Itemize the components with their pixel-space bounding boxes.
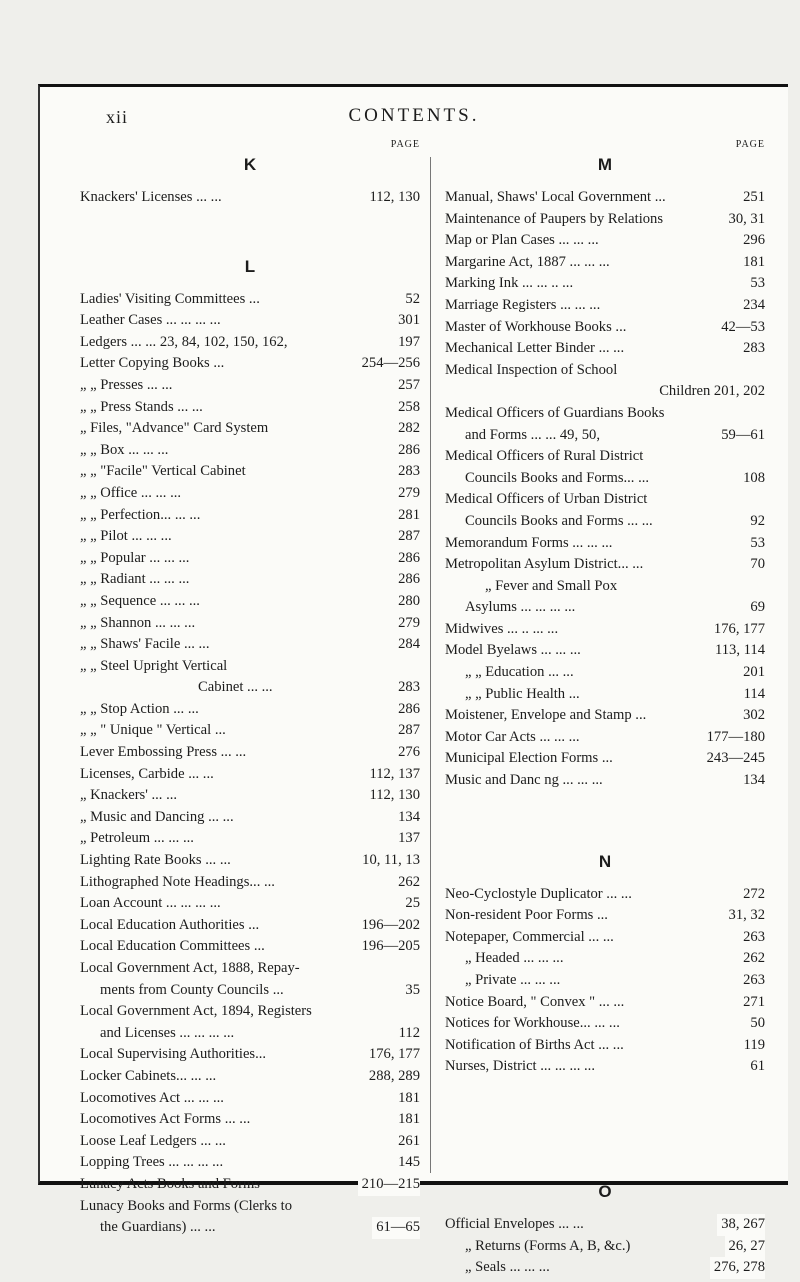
column-divider bbox=[430, 157, 431, 1173]
index-entry bbox=[445, 684, 765, 706]
entry-text: „ Returns (Forms A, B, &c.) bbox=[465, 1237, 631, 1254]
entry-page-ref: 61—65 bbox=[372, 1217, 420, 1239]
entry-text: Local Education Committees ... bbox=[80, 938, 265, 955]
index-entry bbox=[445, 884, 765, 906]
entry-text: Marriage Registers ... ... ... bbox=[445, 296, 601, 313]
entry-text: Motor Car Acts ... ... ... bbox=[445, 728, 580, 745]
entry-page-ref: 38, 267 bbox=[717, 1214, 765, 1236]
entry-text: Notification of Births Act ... ... bbox=[445, 1036, 624, 1053]
entry-text: Lithographed Note Headings... ... bbox=[80, 873, 275, 890]
entry-text: „ Petroleum ... ... ... bbox=[80, 830, 194, 847]
entry-page-ref: 119 bbox=[740, 1035, 765, 1057]
entry-text: Knackers' Licenses ... ... bbox=[80, 189, 222, 205]
entry-text: Nurses, District ... ... ... ... bbox=[445, 1058, 595, 1075]
entry-text: „ Files, "Advance" Card System bbox=[80, 420, 269, 437]
entry-page-ref: 301 bbox=[394, 310, 420, 332]
entry-text: „ „ Perfection... ... ... bbox=[80, 506, 201, 523]
entry-text: Local Education Authorities ... bbox=[80, 916, 260, 933]
entry-page-ref: 288, 289 bbox=[365, 1066, 420, 1088]
index-entry bbox=[80, 569, 420, 591]
entry-text: Memorandum Forms ... ... ... bbox=[445, 534, 613, 551]
index-entry bbox=[80, 353, 420, 375]
entry-text: „ „ "Facile" Vertical Cabinet bbox=[80, 463, 246, 480]
entry-page-ref: 137 bbox=[394, 828, 420, 850]
index-entry bbox=[80, 764, 420, 786]
entry-page-ref: 181 bbox=[739, 252, 765, 274]
index-entry bbox=[80, 850, 420, 872]
index-entry bbox=[80, 548, 420, 570]
index-entry bbox=[445, 338, 765, 360]
entry-text: Ladies' Visiting Committees ... bbox=[80, 290, 260, 307]
entry-text: „ „ Stop Action ... ... bbox=[80, 700, 199, 717]
index-entry bbox=[445, 927, 765, 949]
index-entry bbox=[80, 1131, 420, 1153]
entry-page-ref: 30, 31 bbox=[725, 209, 765, 231]
index-entry bbox=[80, 656, 420, 678]
index-entry bbox=[445, 640, 765, 662]
entry-page-ref: 276 bbox=[394, 742, 420, 764]
entry-text: and Licenses ... ... ... ... bbox=[100, 1024, 235, 1041]
index-entry bbox=[445, 970, 765, 992]
entry-page-ref: 92 bbox=[746, 511, 765, 533]
index-entry bbox=[445, 489, 765, 511]
index-entry bbox=[80, 483, 420, 505]
entry-page-ref: 286 bbox=[394, 440, 420, 462]
entry-page-ref: 112 bbox=[395, 1023, 420, 1045]
index-entry bbox=[80, 613, 420, 635]
entry-text: Councils Books and Forms ... ... bbox=[465, 512, 653, 529]
index-entry bbox=[445, 905, 765, 927]
entry-page-ref: 286 bbox=[394, 548, 420, 570]
entry-page-ref: 197 bbox=[394, 332, 420, 354]
entry-page-ref: 134 bbox=[739, 770, 765, 792]
entry-text: Lunacy Books and Forms (Clerks to bbox=[80, 1197, 292, 1214]
entry-text: Lopping Trees ... ... ... ... bbox=[80, 1154, 224, 1171]
index-entry bbox=[80, 1174, 420, 1196]
index-entry bbox=[80, 1152, 420, 1174]
entry-page-ref: 42—53 bbox=[717, 317, 765, 339]
entry-page-ref: 296 bbox=[739, 230, 765, 252]
entry-page-ref: 114 bbox=[740, 684, 765, 706]
index-entry bbox=[445, 554, 765, 576]
index-entry bbox=[80, 1217, 420, 1239]
entry-text: Medical Officers of Rural District bbox=[445, 448, 644, 465]
index-entry bbox=[80, 187, 420, 209]
entry-text: Neo-Cyclostyle Duplicator ... ... bbox=[445, 885, 632, 902]
index-entry bbox=[445, 576, 765, 598]
entry-page-ref: 69 bbox=[746, 597, 765, 619]
page-title: CONTENTS. bbox=[348, 105, 480, 126]
entry-text: Margarine Act, 1887 ... ... ... bbox=[445, 253, 610, 270]
index-entry bbox=[80, 289, 420, 311]
entry-page-ref: 279 bbox=[394, 483, 420, 505]
entry-page-ref: 61 bbox=[746, 1056, 765, 1078]
index-entry bbox=[80, 893, 420, 915]
entry-text: „ Music and Dancing ... ... bbox=[80, 808, 234, 825]
entry-page-ref: 287 bbox=[394, 720, 420, 742]
index-entry bbox=[445, 705, 765, 727]
entry-text: Loan Account ... ... ... ... bbox=[80, 895, 221, 912]
index-entry bbox=[80, 785, 420, 807]
entry-page-ref: 176, 177 bbox=[365, 1044, 420, 1066]
entry-page-ref: 201, 202 bbox=[713, 383, 765, 400]
page-column-header: PAGE bbox=[390, 139, 420, 150]
left-column bbox=[80, 139, 420, 1239]
entry-text: Notices for Workhouse... ... ... bbox=[445, 1015, 620, 1032]
index-entry bbox=[80, 397, 420, 419]
entry-page-ref: 59—61 bbox=[717, 425, 765, 447]
entry-text: „ „ Public Health ... bbox=[465, 685, 580, 702]
index-entry bbox=[80, 958, 420, 980]
index-entry bbox=[80, 1088, 420, 1110]
entry-text: Locker Cabinets... ... ... bbox=[80, 1067, 217, 1084]
index-entry bbox=[445, 533, 765, 555]
entry-text: „ „ " Unique " Vertical ... bbox=[80, 722, 226, 739]
index-entry bbox=[80, 980, 420, 1002]
entry-text: Lighting Rate Books ... ... bbox=[80, 852, 231, 869]
entry-text: Notepaper, Commercial ... ... bbox=[445, 928, 614, 945]
entry-text: Local Government Act, 1894, Registers bbox=[80, 1003, 312, 1020]
entry-page-ref: 108 bbox=[739, 468, 765, 490]
entry-page-ref: 302 bbox=[739, 705, 765, 727]
index-entry bbox=[445, 381, 765, 403]
entry-text: „ „ Education ... ... bbox=[465, 664, 574, 681]
entry-page-ref: 276, 278 bbox=[710, 1257, 765, 1279]
index-entry bbox=[80, 332, 420, 354]
index-entry bbox=[80, 1044, 420, 1066]
entry-page-ref: 134 bbox=[394, 807, 420, 829]
entry-page-ref: 280 bbox=[394, 591, 420, 613]
entry-text: „ Knackers' ... ... bbox=[80, 787, 178, 804]
entry-text: „ Fever and Small Pox bbox=[485, 577, 618, 594]
index-entry bbox=[80, 742, 420, 764]
index-entry bbox=[445, 770, 765, 792]
index-entry bbox=[445, 662, 765, 684]
index-entry bbox=[80, 677, 420, 699]
entry-page-ref: 279 bbox=[394, 613, 420, 635]
entry-text: Municipal Election Forms ... bbox=[445, 750, 613, 767]
entry-text: ments from County Councils ... bbox=[100, 981, 284, 998]
entry-text: Cabinet ... ... bbox=[198, 679, 273, 696]
entry-page-ref: 112, 137 bbox=[365, 764, 420, 786]
index-entry bbox=[445, 187, 765, 209]
index-entry bbox=[80, 418, 420, 440]
entry-page-ref: 176, 177 bbox=[710, 619, 765, 641]
entry-text: Notice Board, " Convex " ... ... bbox=[445, 993, 625, 1010]
entry-page-ref: 251 bbox=[739, 187, 765, 209]
index-entry bbox=[445, 317, 765, 339]
index-entry bbox=[445, 992, 765, 1014]
entry-text: Local Supervising Authorities... bbox=[80, 1046, 267, 1063]
entry-text: „ „ Radiant ... ... ... bbox=[80, 571, 190, 588]
entry-page-ref: 282 bbox=[394, 418, 420, 440]
entry-page-ref: 53 bbox=[746, 273, 765, 295]
entry-text: Non-resident Poor Forms ... bbox=[445, 907, 608, 924]
entry-page-ref: 263 bbox=[739, 927, 765, 949]
index-entry bbox=[80, 1109, 420, 1131]
entry-page-ref: 181 bbox=[394, 1109, 420, 1131]
entry-text: „ „ Press Stands ... ... bbox=[80, 398, 203, 415]
index-entry bbox=[445, 597, 765, 619]
entry-text: „ „ Shaws' Facile ... ... bbox=[80, 636, 210, 653]
entry-page-ref: 287 bbox=[394, 526, 420, 548]
entry-page-ref: 258 bbox=[394, 397, 420, 419]
entry-page-ref: 243—245 bbox=[703, 748, 765, 770]
entry-text: „ „ Box ... ... ... bbox=[80, 441, 169, 458]
index-entry bbox=[445, 273, 765, 295]
index-page bbox=[38, 84, 788, 1276]
entry-text: Mechanical Letter Binder ... ... bbox=[445, 340, 625, 357]
index-entry bbox=[445, 1035, 765, 1057]
entry-text: Asylums ... ... ... ... bbox=[465, 599, 576, 616]
entry-page-ref: 262 bbox=[739, 948, 765, 970]
entry-text: Medical Inspection of School bbox=[445, 361, 618, 378]
entry-text: „ Private ... ... ... bbox=[465, 972, 561, 988]
entry-text: „ Headed ... ... ... bbox=[465, 950, 564, 967]
entry-page-ref: 145 bbox=[394, 1152, 420, 1174]
index-entry bbox=[445, 209, 765, 231]
entry-page-ref: 283 bbox=[739, 338, 765, 360]
index-entry bbox=[80, 915, 420, 937]
entry-page-ref: 262 bbox=[394, 872, 420, 894]
index-entry bbox=[80, 1196, 420, 1218]
entry-text: „ „ Pilot ... ... ... bbox=[80, 528, 172, 545]
index-entry bbox=[80, 720, 420, 742]
entry-page-ref: 272 bbox=[739, 884, 765, 906]
entry-page-ref: 50 bbox=[746, 1013, 765, 1035]
index-entry bbox=[445, 1214, 765, 1236]
entry-page-ref: 196—202 bbox=[358, 915, 420, 937]
index-entry bbox=[445, 403, 765, 425]
entry-text: „ „ Popular ... ... ... bbox=[80, 549, 190, 566]
entry-text: Midwives ... .. ... ... bbox=[445, 620, 559, 637]
entry-text: Maintenance of Paupers by Relations bbox=[445, 210, 664, 227]
entry-page-ref: 25 bbox=[401, 893, 420, 915]
index-entry bbox=[80, 1023, 420, 1045]
entry-text: Letter Copying Books ... bbox=[80, 355, 225, 372]
entry-page-ref: 112, 130 bbox=[365, 187, 420, 209]
entry-page-ref: 31, 32 bbox=[725, 905, 765, 927]
index-entry bbox=[80, 591, 420, 613]
entry-page-ref: 35 bbox=[401, 980, 420, 1002]
index-entry bbox=[445, 252, 765, 274]
section-letter: K bbox=[243, 155, 257, 174]
section-letter: N bbox=[598, 851, 612, 871]
entry-page-ref: 113, 114 bbox=[711, 640, 765, 662]
entry-text: Ledgers ... ... 23, 84, 102, 150, 162, bbox=[80, 333, 288, 350]
section-letter: L bbox=[244, 256, 256, 276]
entry-page-ref: 53 bbox=[746, 533, 765, 555]
entry-text: „ „ Presses ... ... bbox=[80, 376, 173, 393]
index-entry bbox=[80, 828, 420, 850]
entry-page-ref: 196—205 bbox=[358, 936, 420, 958]
entry-text: Locomotives Act ... ... ... bbox=[80, 1089, 224, 1106]
entry-page-ref: 254—256 bbox=[358, 353, 420, 375]
index-entry bbox=[80, 699, 420, 721]
index-entry bbox=[445, 1013, 765, 1035]
section-letter: M bbox=[597, 155, 613, 174]
index-entry bbox=[445, 468, 765, 490]
index-entry bbox=[80, 1001, 420, 1023]
entry-text: Moistener, Envelope and Stamp ... bbox=[445, 707, 647, 724]
index-entry bbox=[445, 619, 765, 641]
entry-page-ref: 10, 11, 13 bbox=[358, 850, 420, 872]
section-letter: O bbox=[598, 1181, 612, 1201]
entry-text: Leather Cases ... ... ... ... bbox=[80, 312, 221, 329]
index-entry bbox=[80, 505, 420, 527]
index-entry bbox=[80, 872, 420, 894]
page-number: xii bbox=[106, 107, 129, 127]
entry-page-ref: 281 bbox=[394, 505, 420, 527]
index-entry bbox=[80, 461, 420, 483]
index-entry bbox=[80, 375, 420, 397]
index-entry bbox=[445, 727, 765, 749]
entry-page-ref: 283 bbox=[394, 461, 420, 483]
entry-page-ref: 286 bbox=[394, 699, 420, 721]
entry-text: Lever Embossing Press ... ... bbox=[80, 744, 247, 761]
entry-text: Official Envelopes ... ... bbox=[445, 1215, 584, 1232]
index-entry bbox=[80, 310, 420, 332]
entry-text: Marking Ink ... ... .. ... bbox=[445, 275, 574, 292]
entry-text: „ „ Office ... ... ... bbox=[80, 484, 182, 501]
right-column bbox=[445, 139, 765, 1279]
index-entry bbox=[445, 1257, 765, 1279]
entry-page-ref: 210—215 bbox=[358, 1174, 420, 1196]
entry-text: Locomotives Act Forms ... ... bbox=[80, 1111, 251, 1128]
entry-text: Metropolitan Asylum District... ... bbox=[445, 556, 644, 573]
entry-text: Manual, Shaws' Local Government ... bbox=[445, 189, 666, 205]
entry-page-ref: 283 bbox=[394, 677, 420, 699]
entry-page-ref: 201 bbox=[739, 662, 765, 684]
index-entry bbox=[80, 526, 420, 548]
index-entry bbox=[445, 446, 765, 468]
entry-page-ref: 52 bbox=[401, 289, 420, 311]
entry-page-ref: 263 bbox=[739, 970, 765, 992]
entry-page-ref: 271 bbox=[739, 992, 765, 1014]
index-entry bbox=[445, 748, 765, 770]
entry-page-ref: 26, 27 bbox=[725, 1236, 765, 1258]
index-entry bbox=[445, 1236, 765, 1258]
entry-text: and Forms ... ... 49, 50, bbox=[465, 426, 600, 443]
entry-text: the Guardians) ... ... bbox=[100, 1219, 216, 1236]
index-entry bbox=[445, 425, 765, 447]
entry-page-ref: 261 bbox=[394, 1131, 420, 1153]
page-column-header: PAGE bbox=[735, 139, 765, 150]
entry-text: Children bbox=[659, 383, 711, 400]
index-entry bbox=[80, 440, 420, 462]
entry-page-ref: 177—180 bbox=[703, 727, 765, 749]
entry-text: Map or Plan Cases ... ... ... bbox=[445, 232, 599, 249]
entry-page-ref: 234 bbox=[739, 295, 765, 317]
entry-text: „ „ Shannon ... ... ... bbox=[80, 614, 196, 631]
entry-text: Medical Officers of Guardians Books bbox=[445, 404, 665, 421]
entry-page-ref: 257 bbox=[394, 375, 420, 397]
entry-text: Councils Books and Forms... ... bbox=[465, 469, 650, 486]
index-entry bbox=[445, 295, 765, 317]
entry-text: Medical Officers of Urban District bbox=[445, 491, 648, 508]
entry-text: „ Seals ... ... ... bbox=[465, 1259, 550, 1276]
entry-text: Master of Workhouse Books ... bbox=[445, 318, 627, 335]
entry-text: „ „ Sequence ... ... ... bbox=[80, 592, 200, 609]
entry-page-ref: 112, 130 bbox=[365, 785, 420, 807]
entry-page-ref: 181 bbox=[394, 1088, 420, 1110]
entry-text: Local Government Act, 1888, Repay- bbox=[80, 960, 300, 976]
entry-text: Model Byelaws ... ... ... bbox=[445, 642, 581, 659]
entry-text: „ „ Steel Upright Vertical bbox=[80, 657, 228, 674]
entry-text: Loose Leaf Ledgers ... ... bbox=[80, 1132, 226, 1149]
index-entry bbox=[445, 511, 765, 533]
entry-page-ref: 286 bbox=[394, 569, 420, 591]
index-entry bbox=[445, 948, 765, 970]
index-entry bbox=[80, 1066, 420, 1088]
entry-text: Licenses, Carbide ... ... bbox=[80, 765, 214, 782]
entry-page-ref: 284 bbox=[394, 634, 420, 656]
entry-text: Music and Danc ng ... ... ... bbox=[445, 772, 603, 789]
index-entry bbox=[80, 634, 420, 656]
entry-text: Lunacy Acts Books and Forms bbox=[80, 1175, 260, 1192]
index-entry bbox=[445, 360, 765, 382]
index-entry bbox=[445, 1056, 765, 1078]
index-entry bbox=[80, 807, 420, 829]
index-entry bbox=[80, 936, 420, 958]
index-entry bbox=[445, 230, 765, 252]
entry-page-ref: 70 bbox=[746, 554, 765, 576]
